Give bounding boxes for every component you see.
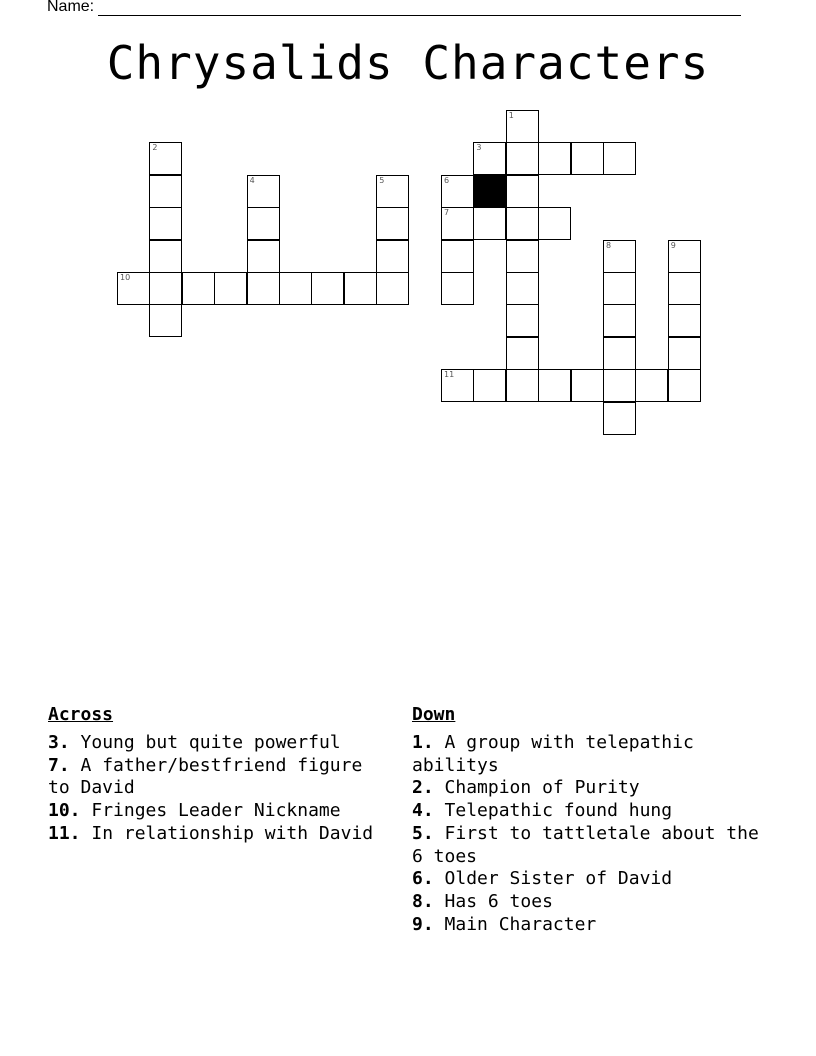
down-clue xyxy=(412,914,772,937)
cell-number: 5 xyxy=(379,175,385,185)
grid-cell[interactable] xyxy=(635,369,668,402)
down-clue xyxy=(412,891,772,914)
grid-cell[interactable] xyxy=(571,369,604,402)
across-clue xyxy=(48,823,393,846)
name-label: Name: xyxy=(47,0,95,15)
grid-cell[interactable] xyxy=(376,207,409,240)
grid-cell[interactable] xyxy=(376,272,409,305)
grid-cell[interactable] xyxy=(376,240,409,273)
grid-cell[interactable] xyxy=(506,240,539,273)
grid-cell[interactable] xyxy=(149,207,182,240)
across-clue xyxy=(48,732,393,755)
grid-cell[interactable] xyxy=(247,240,280,273)
grid-cell[interactable] xyxy=(441,240,474,273)
clue-text: In relationship with David xyxy=(91,822,374,844)
grid-cell[interactable] xyxy=(603,142,636,175)
grid-cell[interactable] xyxy=(149,175,182,208)
down-clue xyxy=(412,868,772,891)
cell-number: 2 xyxy=(152,143,158,153)
grid-cell[interactable] xyxy=(506,337,539,370)
grid-cell[interactable] xyxy=(473,142,506,175)
across-heading: Across xyxy=(48,704,114,725)
grid-cell[interactable] xyxy=(311,272,344,305)
down-clues xyxy=(412,704,772,936)
grid-cell[interactable] xyxy=(538,369,571,402)
across-clue xyxy=(48,755,393,800)
clue-text: A father/bestfriend figure to David xyxy=(48,754,363,799)
clue-text: Telepathic found hung xyxy=(444,800,673,822)
clue-number: 5. xyxy=(412,822,434,844)
clue-number: 4. xyxy=(412,800,434,822)
grid-cell[interactable] xyxy=(506,175,539,208)
grid-cell[interactable] xyxy=(603,337,636,370)
cell-number: 6 xyxy=(444,175,450,185)
clue-number: 10. xyxy=(48,800,81,822)
clue-number: 2. xyxy=(412,777,434,799)
cell-number: 7 xyxy=(444,208,450,218)
clue-number: 11. xyxy=(48,822,81,844)
grid-cell[interactable] xyxy=(441,272,474,305)
down-heading: Down xyxy=(412,704,456,725)
grid-cell[interactable] xyxy=(247,272,280,305)
cell-number: 10 xyxy=(120,273,131,282)
clue-text: Main Character xyxy=(444,913,597,935)
across-clue xyxy=(48,800,393,823)
grid-cell[interactable] xyxy=(149,304,182,337)
clue-text: Fringes Leader Nickname xyxy=(91,800,341,822)
grid-cell[interactable] xyxy=(603,369,636,402)
down-clue xyxy=(412,823,772,868)
grid-cell[interactable] xyxy=(506,304,539,337)
grid-cell[interactable] xyxy=(149,142,182,175)
grid-cell[interactable] xyxy=(668,369,701,402)
grid-cell[interactable] xyxy=(344,272,377,305)
clue-number: 9. xyxy=(412,913,434,935)
grid-cell[interactable] xyxy=(117,272,150,305)
grid-cell[interactable] xyxy=(668,240,701,273)
down-clue xyxy=(412,800,772,823)
grid-cell[interactable] xyxy=(376,175,409,208)
grid-cell[interactable] xyxy=(441,175,474,208)
clue-text: Older Sister of David xyxy=(444,868,673,890)
grid-cell[interactable] xyxy=(149,240,182,273)
clue-text: Champion of Purity xyxy=(444,777,640,799)
grid-cell[interactable] xyxy=(506,272,539,305)
clue-number: 6. xyxy=(412,868,434,890)
grid-cell[interactable] xyxy=(603,240,636,273)
cell-number: 4 xyxy=(249,175,255,185)
clue-text: A group with telepathic abilitys xyxy=(412,732,694,776)
clue-text: First to tattletale about the 6 toes xyxy=(412,822,759,867)
grid-cell[interactable] xyxy=(506,142,539,175)
grid-cell[interactable] xyxy=(441,207,474,240)
grid-cell[interactable] xyxy=(506,207,539,240)
cell-number: 11 xyxy=(444,370,455,380)
grid-cell[interactable] xyxy=(182,272,215,305)
grid-cell[interactable] xyxy=(247,207,280,240)
clue-text: Has 6 toes xyxy=(444,890,553,912)
cell-number: 1 xyxy=(508,111,514,120)
grid-cell[interactable] xyxy=(247,175,280,208)
cell-number: 8 xyxy=(606,240,612,250)
clue-number: 1. xyxy=(412,732,434,753)
cell-number: 3 xyxy=(476,143,482,153)
grid-cell[interactable] xyxy=(603,402,636,435)
grid-cell[interactable] xyxy=(603,272,636,305)
grid-cell[interactable] xyxy=(571,142,604,175)
grid-cell[interactable] xyxy=(538,142,571,175)
name-field-line[interactable] xyxy=(98,15,741,16)
down-clue xyxy=(412,777,772,800)
clue-number: 3. xyxy=(48,732,70,753)
grid-cell[interactable] xyxy=(149,272,182,305)
grid-cell[interactable] xyxy=(506,110,539,143)
grid-cell[interactable] xyxy=(441,369,474,402)
grid-cell[interactable] xyxy=(473,207,506,240)
grid-block xyxy=(473,175,506,208)
clue-number: 7. xyxy=(48,754,70,776)
page-title: Chrysalids Characters xyxy=(106,36,710,90)
grid-cell[interactable] xyxy=(538,207,571,240)
grid-cell[interactable] xyxy=(506,369,539,402)
down-clue xyxy=(412,732,772,777)
grid-cell[interactable] xyxy=(473,369,506,402)
grid-cell[interactable] xyxy=(279,272,312,305)
cell-number: 9 xyxy=(670,240,676,250)
grid-cell[interactable] xyxy=(668,304,701,337)
across-clues xyxy=(48,704,393,846)
grid-cell[interactable] xyxy=(603,304,636,337)
clue-number: 8. xyxy=(412,890,434,912)
grid-cell[interactable] xyxy=(668,337,701,370)
grid-cell[interactable] xyxy=(214,272,247,305)
grid-cell[interactable] xyxy=(668,272,701,305)
clue-text: Young but quite powerful xyxy=(80,732,341,753)
